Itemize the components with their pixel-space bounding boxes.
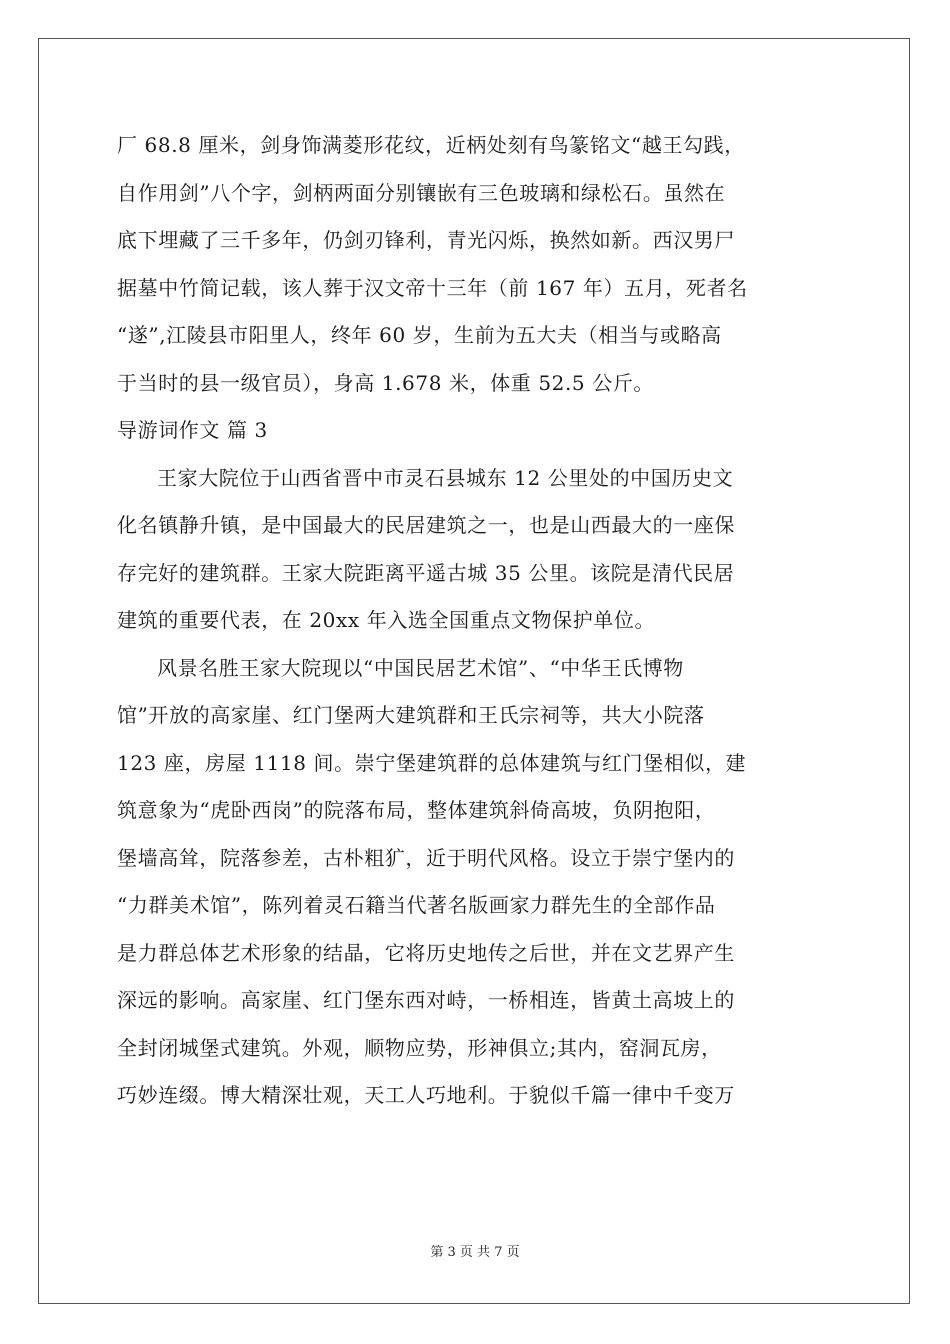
text-line: “遂”,江陵县市阳里人，终年 60 岁，生前为五大夫（相当与或略高: [117, 323, 722, 347]
text-line: 馆”开放的高家崖、红门堡两大建筑群和王氏宗祠等，共大小院落: [117, 703, 705, 727]
text-line: 底下埋藏了三千多年，仍剑刃锋利，青光闪烁，换然如新。西汉男尸: [117, 228, 735, 252]
text-line: 建筑的重要代表，在 20xx 年入选全国重点文物保护单位。: [117, 608, 656, 632]
document-body: [117, 122, 837, 1120]
text-line: 存完好的建筑群。王家大院距离平遥古城 35 公里。该院是清代民居: [117, 560, 735, 585]
text-line: 巧妙连缀。博大精深壮观，天工人巧地利。于貌似千篇一律中千变万: [117, 1083, 735, 1107]
text-line: 自作用剑”八个字，剑柄两面分别镶嵌有三色玻璃和绿松石。虽然在: [117, 180, 726, 205]
text-line: 筑意象为“虎卧西岗”的院落布局，整体建筑斜倚高坡，负阴抱阳，: [117, 798, 716, 822]
text-line: 于当时的县一级官员），身高 1.678 米，体重 52.5 公斤。: [117, 370, 655, 395]
text-line: 据墓中竹简记载，该人葬于汉文帝十三年（前 167 年）五月，死者名: [117, 275, 748, 300]
text-line: 是力群总体艺术形象的结晶，它将历史地传之后世，并在文艺界产生: [117, 940, 735, 965]
text-line: “力群美术馆”，陈列着灵石籍当代著名版画家力群先生的全部作品: [117, 893, 716, 917]
text-line: 全封闭城堡式建筑。外观，顺物应势，形神俱立;其内，窑洞瓦房，: [117, 1035, 722, 1060]
text-line: 厂 68.8 厘米，剑身饰满菱形花纹，近柄处刻有鸟篆铭文“越王勾践，: [117, 133, 745, 157]
text-line: 风景名胜王家大院现以“中国民居艺术馆”、“中华王氏博物: [157, 655, 684, 680]
page-number-footer: 第 3 页 共 7 页: [430, 1245, 520, 1260]
text-line: 123 座，房屋 1118 间。崇宁堡建筑群的总体建筑与红门堡相似，建: [117, 750, 747, 775]
text-line: 堡墙高耸，院落参差，古朴粗犷，近于明代风格。设立于崇宁堡内的: [117, 845, 735, 870]
text-line: 王家大院位于山西省晋中市灵石县城东 12 公里处的中国历史文: [157, 465, 734, 490]
section-heading: 导游词作文 篇 3: [117, 418, 268, 442]
text-line: 深远的影响。高家崖、红门堡东西对峙，一桥相连，皆黄土高坡上的: [117, 988, 735, 1012]
text-line: 化名镇静升镇，是中国最大的民居建筑之一，也是山西最大的一座保: [117, 513, 735, 537]
